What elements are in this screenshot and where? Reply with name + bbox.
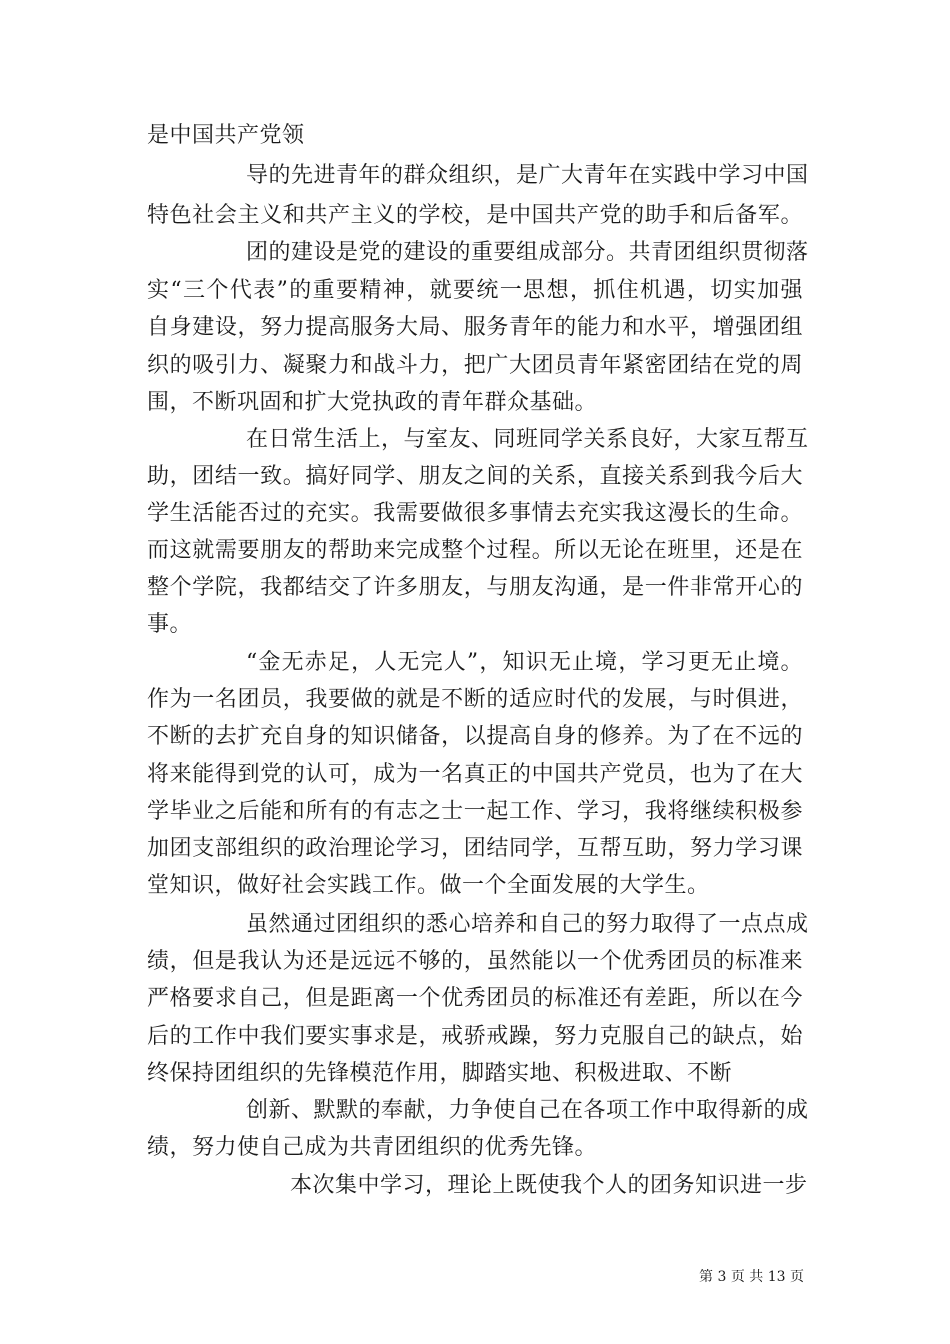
text-line: 特色社会主义和共产主义的学校，是中国共产党的助手和后备军。 (147, 203, 803, 228)
text-line: 终保持团组织的先锋模范作用，脚踏实地、积极进取、不断 (147, 1061, 733, 1086)
text-line: 学毕业之后能和所有的有志之士一起工作、学习，我将继续积极参 (147, 799, 803, 824)
text-line: 在日常生活上，与室友、同班同学关系良好，大家互帮互 (246, 427, 809, 452)
text-line: 加团支部组织的政治理论学习，团结同学，互帮互助，努力学习课 (147, 836, 803, 861)
text-line: 绩，努力使自己成为共青团组织的优秀先锋。 (147, 1135, 598, 1160)
text-line: 后的工作中我们要实事求是，戒骄戒躁，努力克服自己的缺点，始 (147, 1024, 803, 1049)
text-line: 严格要求自己，但是距离一个优秀团员的标准还有差距，所以在今 (147, 986, 803, 1011)
text-line: 织的吸引力、凝聚力和战斗力，把广大团员青年紧密团结在党的周 (147, 353, 803, 378)
text-line: 虽然通过团组织的悉心培养和自己的努力取得了一点点成 (246, 912, 809, 937)
text-line: 创新、默默的奉献，力争使自己在各项工作中取得新的成 (246, 1098, 809, 1123)
text-line: 事。 (147, 612, 193, 637)
text-line: 是中国共产党领 (147, 123, 305, 148)
text-line: “金无赤足，人无完人”，知识无止境，学习更无止境。 (246, 650, 803, 675)
text-line: 不断的去扩充自身的知识储备，以提高自身的修养。为了在不远的 (147, 724, 803, 749)
text-line: 导的先进青年的群众组织，是广大青年在实践中学习中国 (246, 163, 809, 188)
page-number-footer: 第 3 页 共 13 页 (699, 1269, 804, 1285)
text-line: 本次集中学习，理论上既使我个人的团务知识进一步 (290, 1173, 808, 1198)
text-line: 助，团结一致。搞好同学、朋友之间的关系，直接关系到我今后大 (147, 464, 803, 489)
text-line: 整个学院，我都结交了许多朋友，与朋友沟通，是一件非常开心的 (147, 575, 803, 600)
text-line: 将来能得到党的认可，成为一名真正的中国共产党员，也为了在大 (147, 762, 803, 787)
text-line: 团的建设是党的建设的重要组成部分。共青团组织贯彻落 (246, 240, 809, 265)
text-line: 而这就需要朋友的帮助来完成整个过程。所以无论在班里，还是在 (147, 538, 803, 563)
text-line: 实“三个代表”的重要精神，就要统一思想，抓住机遇，切实加强 (147, 278, 803, 303)
text-line: 堂知识，做好社会实践工作。做一个全面发展的大学生。 (147, 873, 710, 898)
text-line: 围，不断巩固和扩大党执政的青年群众基础。 (147, 390, 598, 415)
text-line: 学生活能否过的充实。我需要做很多事情去充实我这漫长的生命。 (147, 501, 803, 526)
text-line: 作为一名团员，我要做的就是不断的适应时代的发展，与时俱进， (147, 687, 803, 712)
text-line: 绩，但是我认为还是远远不够的，虽然能以一个优秀团员的标准来 (147, 949, 803, 974)
text-line: 自身建设，努力提高服务大局、服务青年的能力和水平，增强团组 (147, 315, 803, 340)
